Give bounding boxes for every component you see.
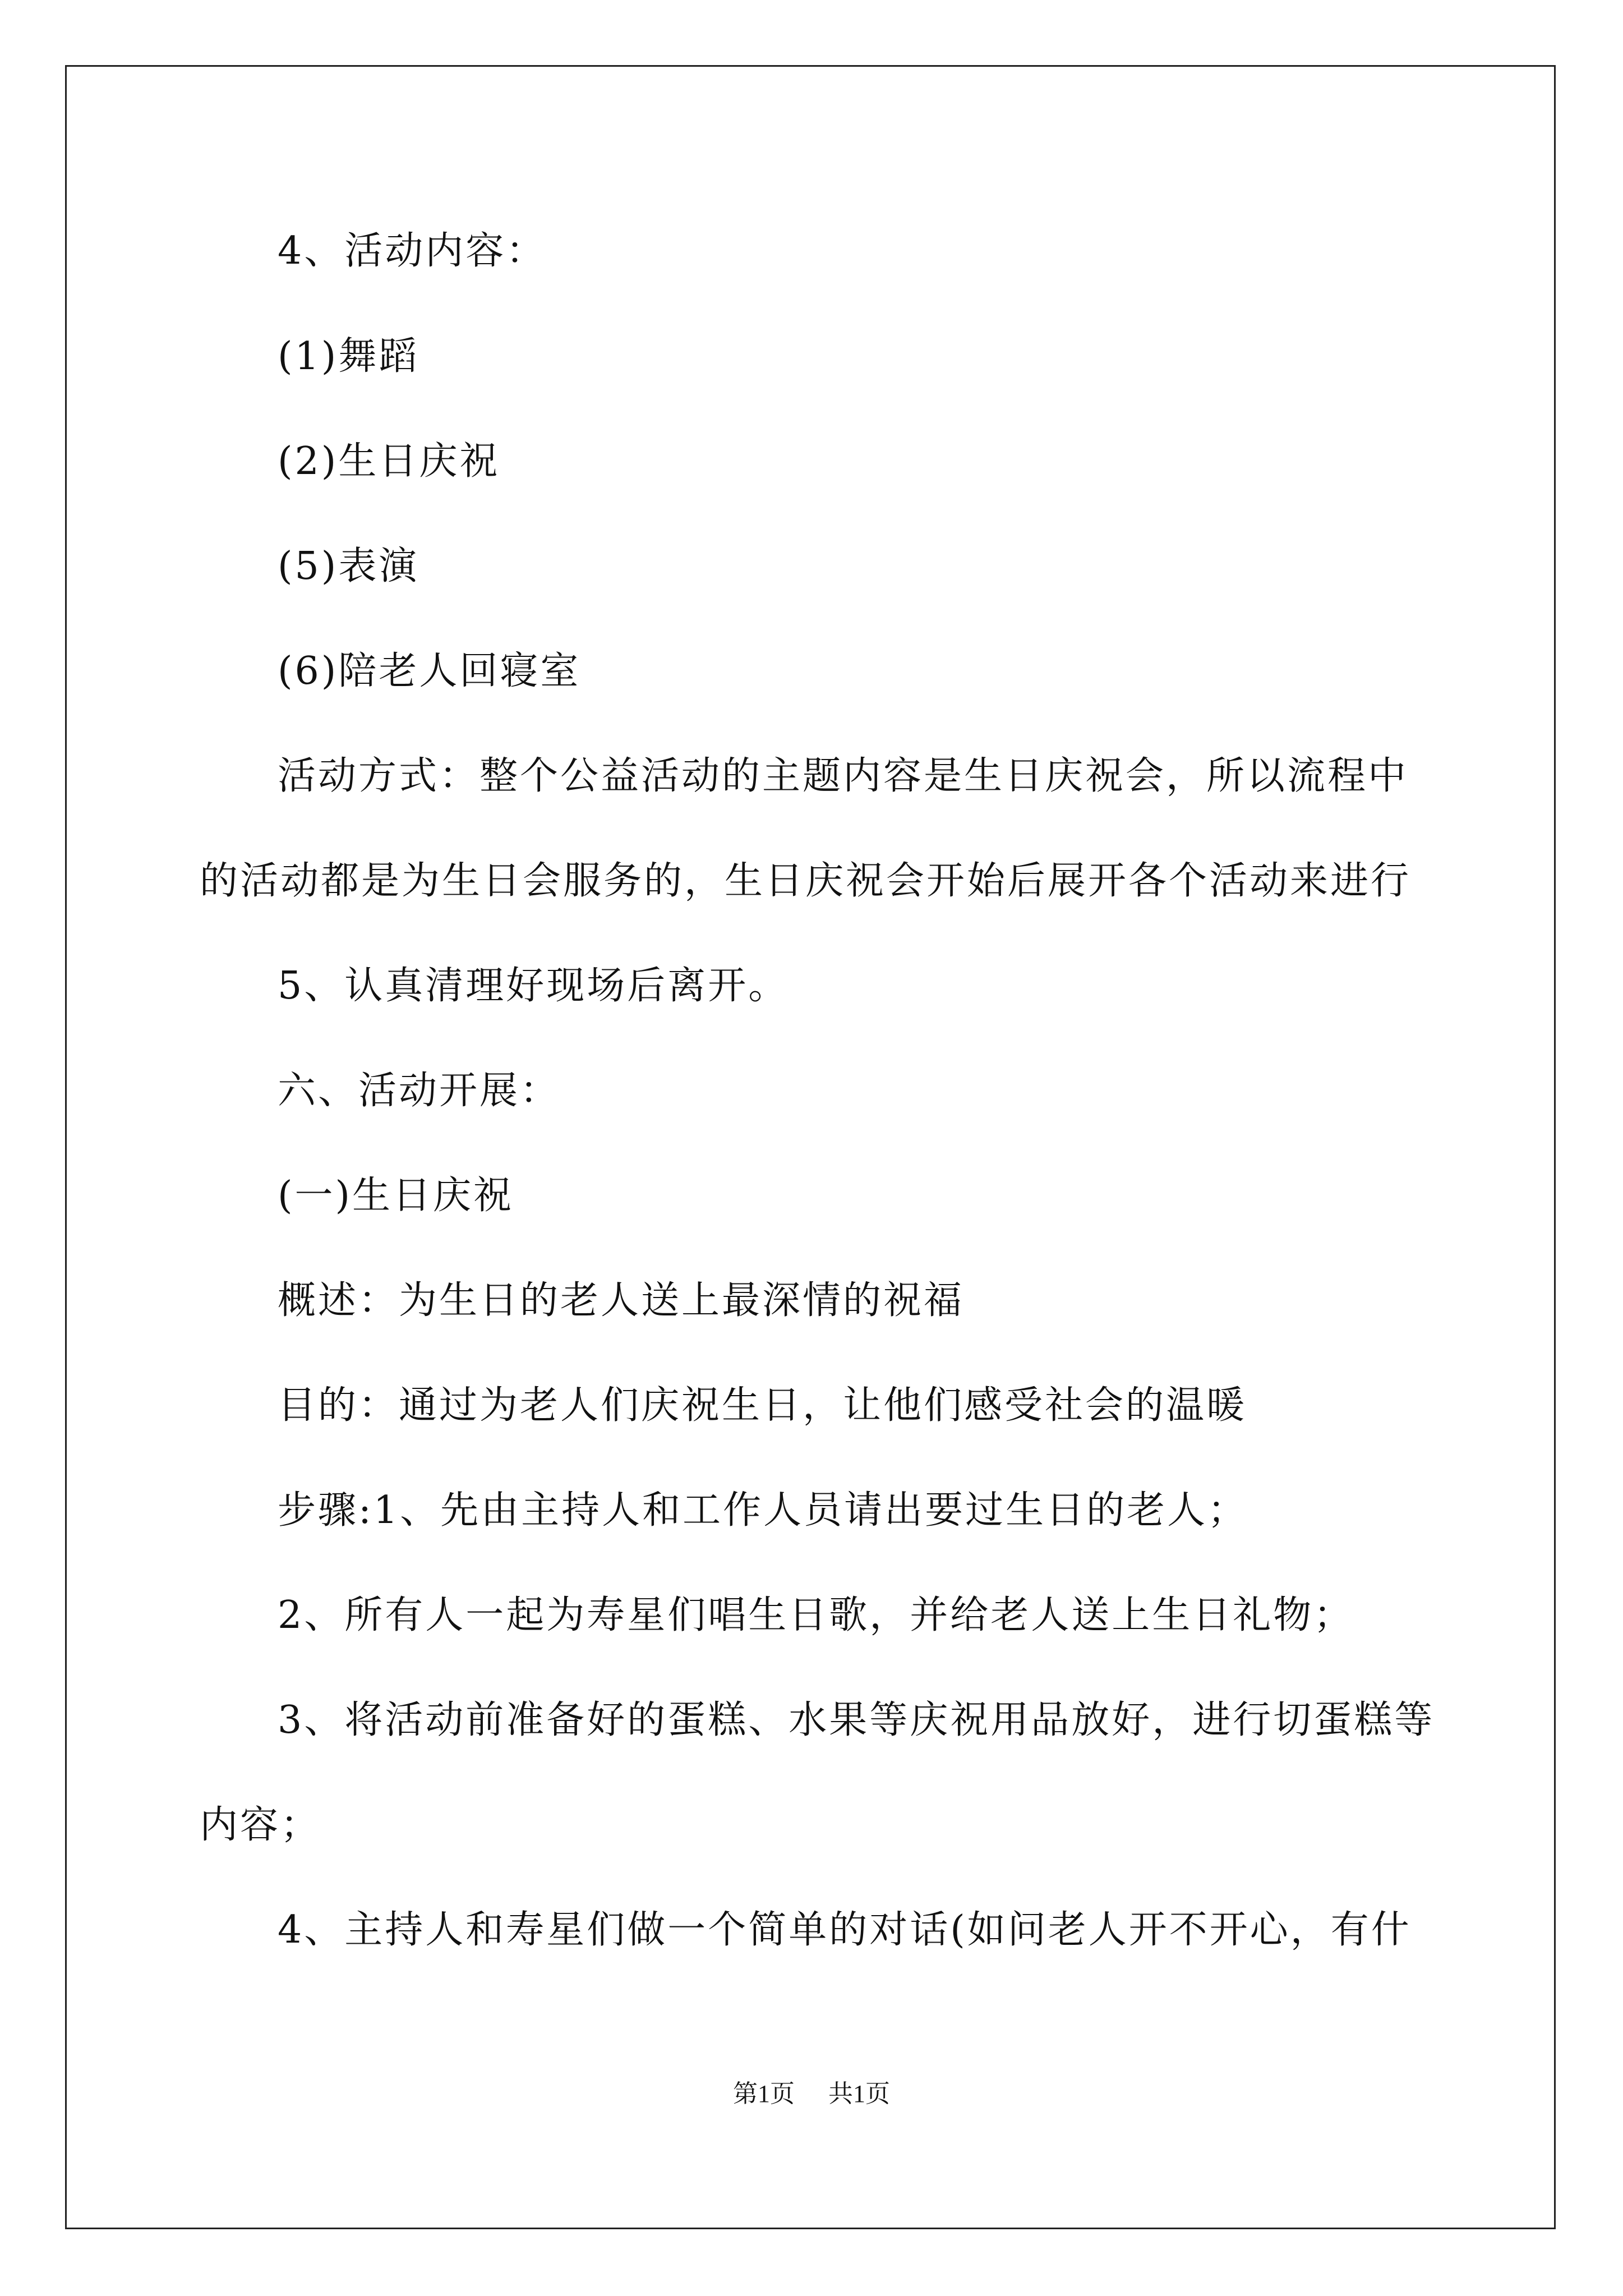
paragraph-line: 目的：通过为老人们庆祝生日，让他们感受社会的温暖	[278, 1383, 1247, 1428]
paragraph-line: 概述：为生日的老人送上最深情的祝福	[278, 1278, 965, 1323]
paragraph-line: 步骤:1、先由主持人和工作人员请出要过生日的老人；	[278, 1488, 1248, 1533]
paragraph-line: 的活动都是为生日会服务的，生日庆祝会开始后展开各个活动来进行	[200, 859, 1412, 903]
page-footer	[0, 2078, 1623, 2110]
page-border	[65, 65, 1556, 2229]
paragraph-line: 内容；	[200, 1803, 321, 1847]
paragraph-line: 六、活动开展：	[278, 1069, 561, 1113]
page-number: 第1页	[733, 2080, 795, 2108]
paragraph-line: 4、活动内容：	[278, 229, 547, 273]
paragraph-line: (2)生日庆祝	[278, 439, 500, 484]
paragraph-line: (一)生日庆祝	[278, 1174, 514, 1218]
paragraph-line: (5)表演	[278, 544, 419, 588]
paragraph-line: (1)舞蹈	[278, 334, 419, 379]
paragraph-line: 4、主持人和寿星们做一个简单的对话(如问老人开不开心，有什	[278, 1908, 1412, 1952]
paragraph-line: 3、将活动前准备好的蛋糕、水果等庆祝用品放好，进行切蛋糕等	[278, 1698, 1435, 1742]
page-total: 共1页	[828, 2080, 890, 2108]
paragraph-line: (6)陪老人回寝室	[278, 649, 581, 693]
paragraph-line: 5、认真清理好现场后离开。	[278, 964, 789, 1008]
paragraph-line: 活动方式：整个公益活动的主题内容是生日庆祝会，所以流程中	[278, 754, 1409, 798]
paragraph-line: 2、所有人一起为寿星们唱生日歌，并给老人送上生日礼物；	[278, 1593, 1354, 1637]
